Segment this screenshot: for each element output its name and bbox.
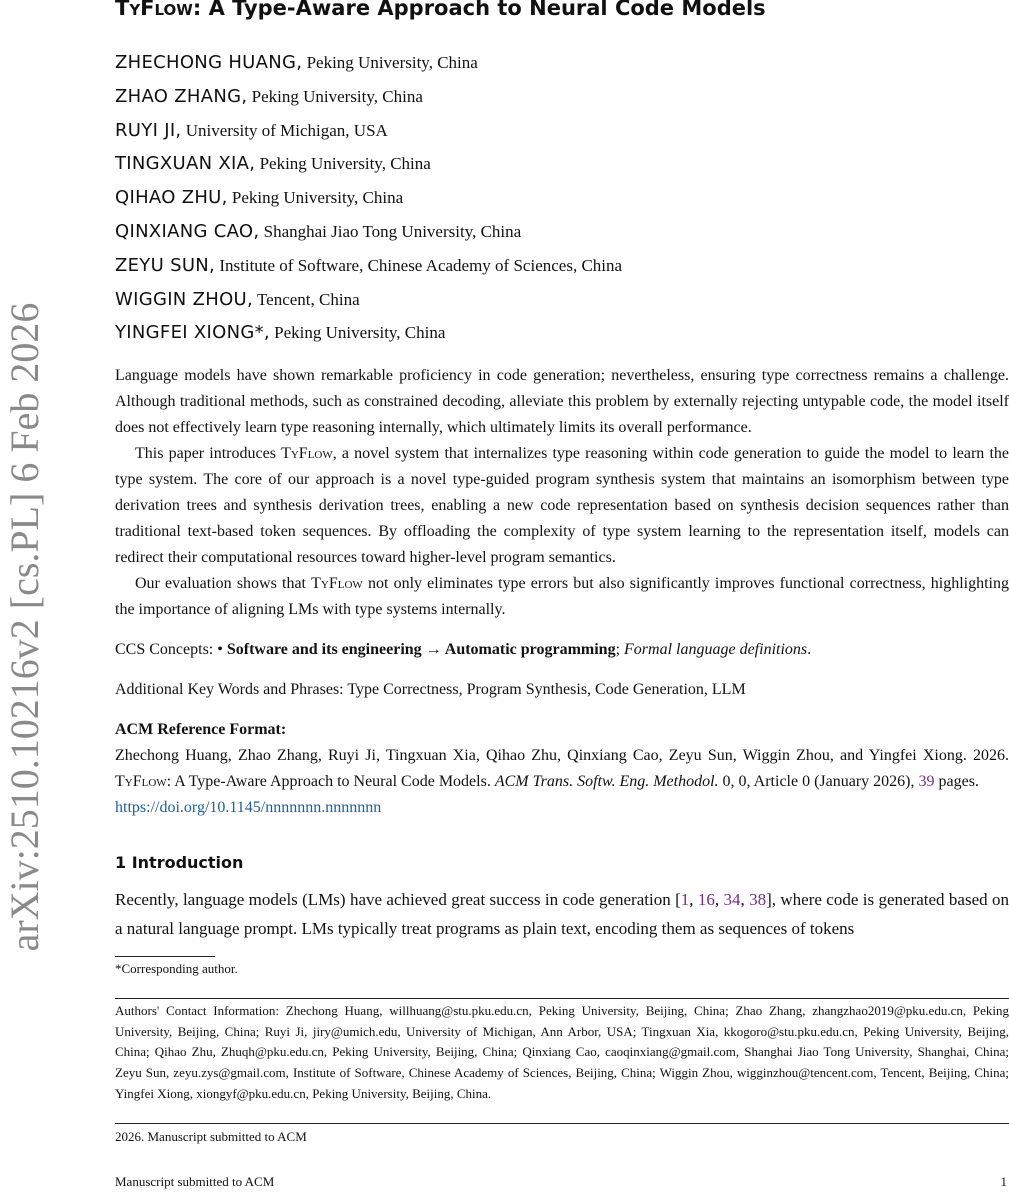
- citation-link[interactable]: 1: [680, 890, 690, 909]
- footer-left: Manuscript submitted to ACM: [115, 1174, 275, 1189]
- text: Recently, language models (LMs) have achieved great success in code generation [: [115, 890, 681, 909]
- ref-journal: ACM Trans. Softw. Eng. Methodol.: [494, 773, 719, 790]
- author-name: QINXIANG CAO,: [115, 220, 260, 242]
- contact-rule: [115, 998, 1009, 999]
- pages-link[interactable]: 39: [918, 773, 935, 790]
- author-line: [115, 84, 622, 118]
- section-heading-introduction: 1 Introduction: [115, 853, 244, 872]
- author-line: [115, 118, 622, 152]
- author-name: YINGFEI XIONG*,: [115, 322, 270, 344]
- author-line: [115, 253, 622, 287]
- author-name: RUYI JI,: [115, 119, 182, 141]
- ccs-concepts: [115, 637, 1009, 663]
- acm-ref-body: [115, 743, 1009, 795]
- text: ], where code is generated based on a natural language prompt. LMs typically treat programs as plain text, encoding them as sequences of tokens: [115, 890, 1009, 938]
- ref-system-name: TyFlow: [115, 773, 167, 790]
- author-affiliation: Peking University, China: [302, 53, 478, 72]
- system-name: TyFlow: [281, 445, 333, 462]
- sep: ,: [714, 890, 724, 909]
- ccs-concept-2: Formal language definitions: [624, 641, 808, 658]
- ref-title: : A Type-Aware Approach to Neural Code Models.: [166, 773, 495, 790]
- ccs-concept: Software and its engineering → Automatic programming: [226, 641, 616, 658]
- author-name: WIGGIN ZHOU,: [115, 288, 254, 310]
- author-affiliation: Peking University, China: [247, 86, 423, 106]
- author-line: [115, 151, 622, 185]
- author-line: [115, 320, 622, 354]
- footnote: *Corresponding author.: [115, 961, 238, 976]
- author-name: ZHAO ZHANG,: [115, 85, 248, 107]
- ccs-label: CCS Concepts: •: [115, 641, 227, 658]
- ref-authors: Zhechong Huang, Zhao Zhang, Ruyi Ji, Tingxuan Xia, Qihao Zhu, Qinxiang Cao, Zeyu Sun, Wiggin Zhou, and Yingfei Xiong. 2026.: [115, 747, 1009, 764]
- text: This paper introduces: [135, 445, 282, 462]
- paper-title: [115, 0, 766, 20]
- abstract-paragraph-2: [115, 441, 1009, 571]
- copyright-rule: [115, 1123, 1009, 1124]
- acm-ref-heading: ACM Reference Format:: [115, 721, 287, 738]
- author-line: [115, 219, 622, 253]
- author-list: [115, 50, 622, 354]
- copyright-note: 2026. Manuscript submitted to ACM: [115, 1129, 307, 1144]
- abstract-paragraph-3: [115, 571, 1009, 623]
- page-number: 1: [1000, 1174, 1007, 1189]
- author-name: ZHECHONG HUANG,: [115, 52, 303, 73]
- acm-reference: [115, 717, 1009, 821]
- ref-details: 0, 0, Article 0 (January 2026),: [718, 773, 919, 790]
- end: .: [807, 641, 812, 658]
- author-name: QIHAO ZHU,: [115, 187, 228, 209]
- keywords: Additional Key Words and Phrases: Type Correctness, Program Synthesis, Code Generation, LLM: [115, 681, 746, 698]
- author-affiliation: Shanghai Jiao Tong University, China: [259, 221, 522, 241]
- author-affiliation: Peking University, China: [269, 323, 446, 343]
- text: not only eliminates type errors but also significantly improves functional correctness, highlighting the importance of aligning LMs with type systems internally.: [115, 575, 1009, 618]
- abstract-paragraph-1: Language models have shown remarkable proficiency in code generation; nevertheless, ensuring type correctness remains a challenge. Although traditional methods, such as constrained decoding, alleviate this problem by externally rejecting untypable code, the model itself does not effectively learn type reasoning internally, which ultimately limits its overall performance.: [115, 367, 1009, 436]
- introduction-text: [115, 886, 1009, 943]
- sep: ,: [740, 890, 750, 909]
- author-line: [115, 185, 622, 219]
- text: Our evaluation shows that: [135, 575, 312, 592]
- author-affiliation: University of Michigan, USA: [181, 120, 388, 140]
- text: , a novel system that internalizes type reasoning within code generation to guide the model to learn the type system. The core of our approach is a novel type-guided program synthesis system that maintains an isomorphism between type derivation trees and synthesis derivation trees, enabling a new code representation based on synthesis decision sequences rather than traditional text-based token sequences. By offloading the complexity of type system learning to the representation itself, models can redirect their computational resources toward higher-level program semantics.: [115, 445, 1009, 566]
- author-affiliation: Institute of Software, Chinese Academy of Sciences, China: [215, 255, 623, 275]
- sep: ,: [689, 890, 698, 909]
- author-contact-info: Authors' Contact Information: Zhechong Huang, willhuang@stu.pku.edu.cn, Peking University, Beijing, China; Zhao Zhang, zhangzhao2019@pku.edu.cn, Peking University, Beijing, China; Ruyi Ji, jiry@umich.edu, University of Michigan, Ann Arbor, USA; Tingxuan Xia, kkogoro@stu.pku.edu.cn, Peking University, Beijing, China; Qihao Zhu, Zhuqh@pku.edu.cn, Peking University, Beijing, China; Qinxiang Cao, caoqinxiang@gmail.com, Shanghai Jiao Tong University, Shanghai, China; Zeyu Sun, zeyu.zys@gmail.com, Institute of Software, Chinese Academy of Sciences, Beijing, China; Wiggin Zhou, wigginzhou@tencent.com, Tencent, Beijing, China; Yingfei Xiong, xiongyf@pku.edu.cn, Peking University, Beijing, China.: [115, 1003, 1009, 1101]
- citation-link[interactable]: 16: [697, 890, 715, 909]
- author-name: ZEYU SUN,: [115, 254, 216, 276]
- abstract: [115, 363, 1009, 623]
- ref-pages: pages.: [934, 773, 979, 790]
- doi-link[interactable]: https://doi.org/10.1145/nnnnnnn.nnnnnnn: [115, 799, 382, 816]
- footnote-rule: [115, 956, 215, 957]
- author-line: [115, 287, 622, 321]
- citation-link[interactable]: 38: [749, 890, 767, 909]
- sep: ;: [615, 641, 625, 658]
- citation-link[interactable]: 34: [723, 890, 741, 909]
- author-name: TINGXUAN XIA,: [115, 153, 256, 175]
- arxiv-stamp: arXiv:2510.10216v2 [cs.PL] 6 Feb 2026: [2, 302, 47, 952]
- author-affiliation: Peking University, China: [255, 154, 431, 174]
- author-line: [115, 50, 622, 84]
- author-affiliation: Tencent, China: [253, 289, 360, 309]
- title-rest: : A Type-Aware Approach to Neural Code Models: [192, 0, 766, 20]
- system-name: TyFlow: [311, 575, 363, 592]
- author-affiliation: Peking University, China: [227, 188, 404, 208]
- title-system-name: TyFlow: [115, 0, 193, 20]
